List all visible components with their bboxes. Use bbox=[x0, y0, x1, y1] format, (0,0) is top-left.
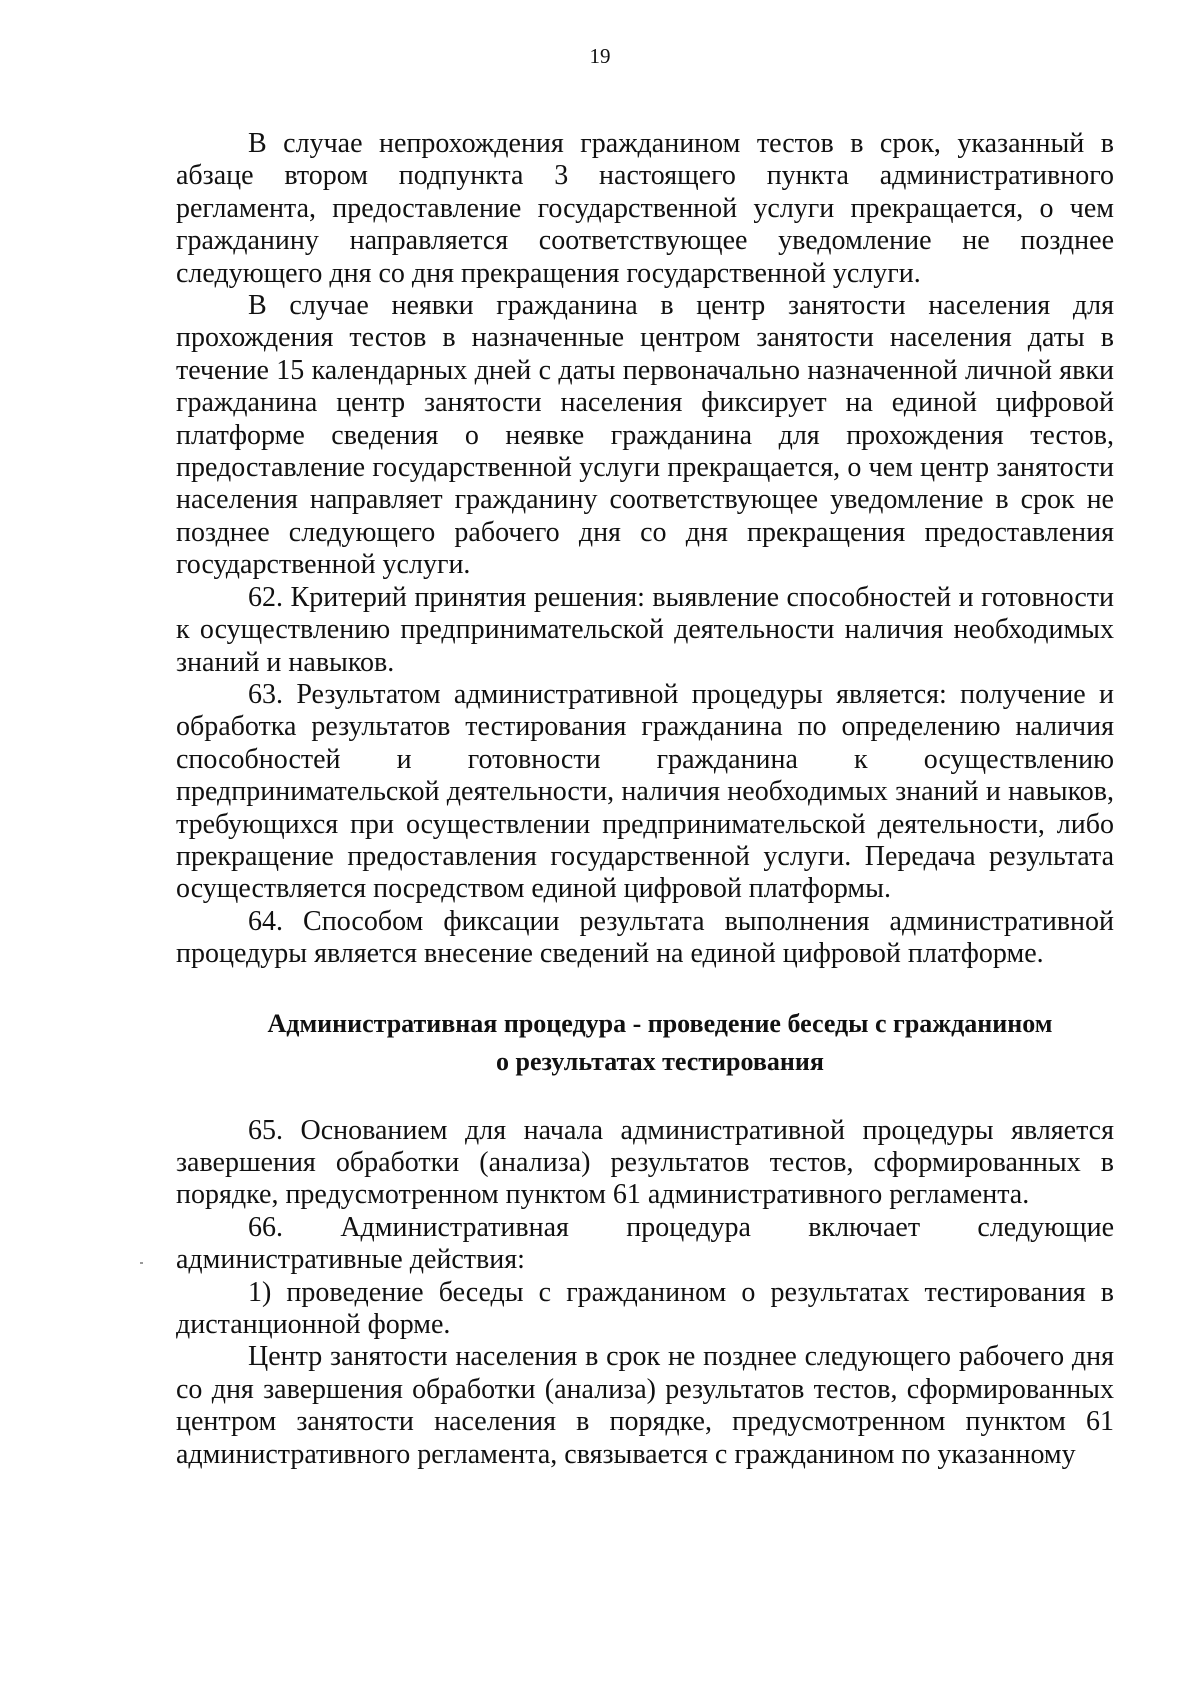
document-body bbox=[176, 128, 1114, 1471]
section-title-line-2: о результатах тестирования bbox=[496, 1046, 824, 1076]
paragraph-66-procedure-actions: 66. Административная процедура включает следующие административные действия: bbox=[176, 1211, 1114, 1276]
paragraph-63-procedure-result: 63. Результатом административной процедуры является: получение и обработка результатов тестирования гражданина по определению наличия способностей и готовности гражданина к осуществлению предпринимательской деятельности, наличия необходимых знаний и навыков, требующихся при осуществлении предпринимательской деятельности, либо прекращение предоставления государственной услуги. Передача результата осуществляется посредством единой цифровой платформы. bbox=[176, 678, 1114, 905]
paragraph-action-1-remote-interview: 1) проведение беседы с гражданином о результатах тестирования в дистанционной форме. bbox=[176, 1276, 1114, 1340]
paragraph-62-decision-criterion: 62. Критерий принятия решения: выявление способностей и готовности к осуществлению предпринимательской деятельности наличия необходимых знаний и навыков. bbox=[176, 581, 1114, 678]
scan-artifact-dot bbox=[140, 1262, 143, 1264]
section-title-line-1: Административная процедура - проведение беседы с гражданином bbox=[267, 1008, 1053, 1038]
page-number: 19 bbox=[589, 44, 611, 68]
paragraph-non-completion-of-tests: В случае непрохождения гражданином тестов в срок, указанный в абзаце втором подпункта 3 настоящего пункта административного регламента, предоставление государственной услуги прекращается, о чем гражданину направляется соответствующее уведомление не позднее следующего дня со дня прекращения государственной услуги. bbox=[176, 128, 1114, 289]
section-title bbox=[176, 1005, 1114, 1081]
paragraph-employment-center-contact: Центр занятости населения в срок не позднее следующего рабочего дня со дня завершения обработки (анализа) результатов тестов, сформированных центром занятости населения в порядке, предусмотренном пунктом 61 административного регламента, связывается с гражданином по указанному bbox=[176, 1341, 1114, 1470]
paragraph-65-procedure-basis: 65. Основанием для начала административной процедуры является завершения обработки (анализа) результатов тестов, сформированных в порядке, предусмотренном пунктом 61 административного регламента. bbox=[176, 1114, 1114, 1211]
paragraph-64-result-recording: 64. Способом фиксации результата выполнения административной процедуры является внесение сведений на единой цифровой платформе. bbox=[176, 905, 1114, 970]
paragraph-non-appearance: В случае неявки гражданина в центр занятости населения для прохождения тестов в назначенные центром занятости населения даты в течение 15 календарных дней с даты первоначально назначенной личной явки гражданина центр занятости населения фиксирует на единой цифровой платформе сведения о неявке гражданина для прохождения тестов, предоставление государственной услуги прекращается, о чем центр занятости населения направляет гражданину соответствующее уведомление в срок не позднее следующего рабочего дня со дня прекращения предоставления государственной услуги. bbox=[176, 290, 1114, 581]
